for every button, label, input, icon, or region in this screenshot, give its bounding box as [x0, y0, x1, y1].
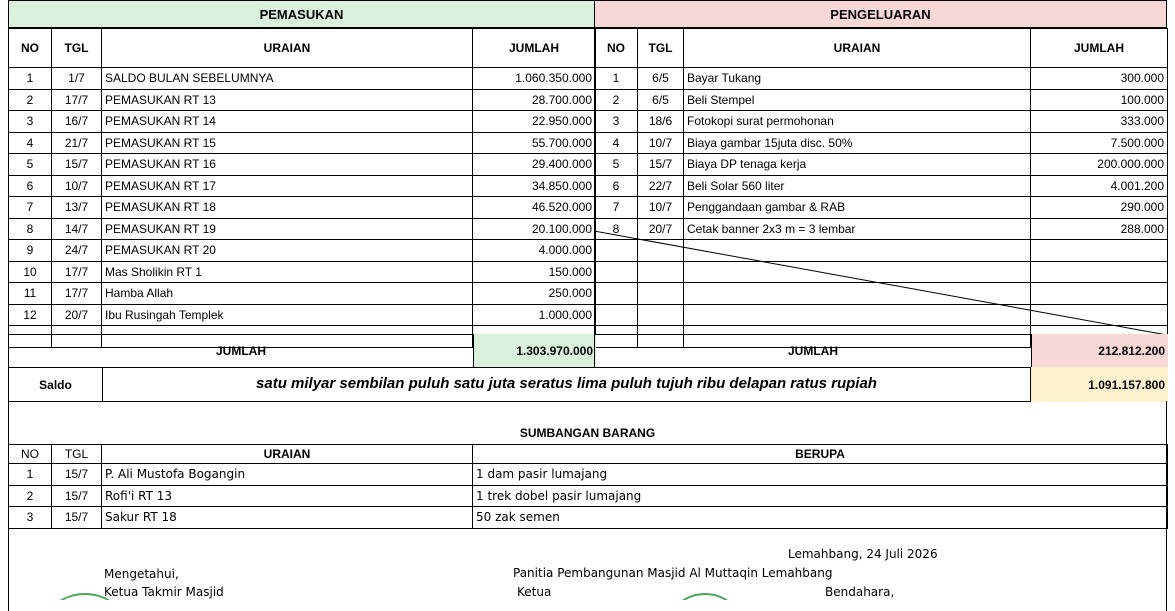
cell-no: 3: [9, 111, 52, 133]
cell-tgl: 10/7: [52, 175, 102, 197]
cell-tgl: 6/5: [638, 89, 684, 111]
cell-uraian: Biaya gambar 15juta disc. 50%: [684, 132, 1031, 154]
table-row: [9, 175, 596, 197]
takmir-stamp-icon: [40, 592, 130, 600]
cell-tgl: 15/7: [52, 507, 102, 529]
cell-berupa: 50 zak semen: [473, 507, 1168, 529]
cell-uraian: Bayar Tukang: [684, 68, 1031, 90]
table-row: [9, 507, 1168, 529]
cell-no: 12: [9, 304, 52, 326]
pemasukan-total-row: [8, 334, 595, 368]
cell-uraian: Biaya DP tenaga kerja: [684, 154, 1031, 176]
cell-tgl: 20/7: [638, 218, 684, 240]
cell-jumlah: 250.000: [473, 283, 596, 305]
table-row: [595, 111, 1168, 133]
table-row: [9, 218, 596, 240]
sumbangan-title: SUMBANGAN BARANG: [519, 426, 656, 440]
cell-tgl: 15/7: [52, 464, 102, 486]
bendahara-label: Bendahara,: [825, 585, 895, 599]
cell-uraian: PEMASUKAN RT 20: [102, 240, 473, 262]
cell-tgl: 22/7: [638, 175, 684, 197]
col-no: NO: [9, 445, 52, 464]
pengeluaran-title: PENGELUARAN: [594, 0, 1167, 28]
cell-no: 2: [9, 485, 52, 507]
col-uraian: URAIAN: [102, 445, 473, 464]
cell-tgl: 15/7: [638, 154, 684, 176]
cell-uraian: PEMASUKAN RT 17: [102, 175, 473, 197]
cell-uraian: Fotokopi surat permohonan: [684, 111, 1031, 133]
cell-jumlah: 4.000.000: [473, 240, 596, 262]
col-jumlah: JUMLAH: [1031, 29, 1168, 68]
cell-jumlah: 200.000.000: [1031, 154, 1168, 176]
panitia-label: Panitia Pembangunan Masjid Al Muttaqin Lemahbang: [513, 566, 833, 580]
cell-jumlah: 288.000: [1031, 218, 1168, 240]
cell-uraian: Beli Solar 560 liter: [684, 175, 1031, 197]
cell-jumlah: 29.400.000: [473, 154, 596, 176]
cell-tgl: 24/7: [52, 240, 102, 262]
table-row: [9, 197, 596, 219]
saldo-terbilang: satu milyar sembilan puluh satu juta seratus lima puluh tujuh ribu delapan ratus rupiah: [102, 367, 1031, 402]
pengeluaran-total-row: [594, 334, 1167, 368]
saldo-row: [8, 367, 1167, 402]
cell-no: 3: [595, 111, 638, 133]
pengeluaran-total-value: 212.812.200: [1031, 334, 1168, 368]
table-row: [9, 111, 596, 133]
table-row: [9, 132, 596, 154]
cell-jumlah: 7.500.000: [1031, 132, 1168, 154]
cell-tgl: 15/7: [52, 154, 102, 176]
cell-uraian: PEMASUKAN RT 13: [102, 89, 473, 111]
saldo-value: 1.091.157.800: [1031, 367, 1168, 402]
cell-tgl: 17/7: [52, 261, 102, 283]
pemasukan-total-label: JUMLAH: [216, 344, 266, 358]
cell-tgl: 13/7: [52, 197, 102, 219]
table-row: [595, 154, 1168, 176]
cell-uraian: Ibu Rusingah Templek: [102, 304, 473, 326]
pemasukan-total-value: 1.303.970.000: [473, 334, 596, 368]
ketua-takmir-label: Ketua Takmir Masjid: [104, 585, 224, 599]
cell-berupa: 1 dam pasir lumajang: [473, 464, 1168, 486]
cell-uraian: Rofi'i RT 13: [102, 485, 473, 507]
col-no: NO: [9, 29, 52, 68]
cell-no: 1: [9, 464, 52, 486]
cell-no: 4: [595, 132, 638, 154]
cell-uraian: P. Ali Mustofa Bogangin: [102, 464, 473, 486]
table-row: [9, 89, 596, 111]
col-uraian: URAIAN: [684, 29, 1031, 68]
pemasukan-title: PEMASUKAN: [8, 0, 595, 28]
sumbangan-table: [8, 444, 1168, 529]
table-row: [595, 175, 1168, 197]
cell-no: 4: [9, 132, 52, 154]
table-row: [595, 132, 1168, 154]
cell-uraian: PEMASUKAN RT 18: [102, 197, 473, 219]
cell-tgl: 17/7: [52, 89, 102, 111]
cell-no: 7: [9, 197, 52, 219]
col-jumlah: JUMLAH: [473, 29, 596, 68]
cell-no: 5: [595, 154, 638, 176]
cell-tgl: 17/7: [52, 283, 102, 305]
col-no: NO: [595, 29, 638, 68]
cell-tgl: 6/5: [638, 68, 684, 90]
cell-no: 8: [9, 218, 52, 240]
cell-tgl: 14/7: [52, 218, 102, 240]
cell-uraian: SALDO BULAN SEBELUMNYA: [102, 68, 473, 90]
cell-tgl: 1/7: [52, 68, 102, 90]
cell-jumlah: 46.520.000: [473, 197, 596, 219]
ketua-label: Ketua: [517, 585, 552, 599]
place-date: Lemahbang, 24 Juli 2026: [788, 547, 938, 561]
cell-no: 2: [9, 89, 52, 111]
table-row: [9, 485, 1168, 507]
cell-uraian: PEMASUKAN RT 16: [102, 154, 473, 176]
cell-jumlah: 150.000: [473, 261, 596, 283]
cell-jumlah: 55.700.000: [473, 132, 596, 154]
pengeluaran-total-label: JUMLAH: [788, 344, 838, 358]
cell-no: 10: [9, 261, 52, 283]
col-uraian: URAIAN: [102, 29, 473, 68]
cell-tgl: 21/7: [52, 132, 102, 154]
cell-tgl: 20/7: [52, 304, 102, 326]
cell-no: 6: [9, 175, 52, 197]
cell-jumlah: 34.850.000: [473, 175, 596, 197]
cell-no: 3: [9, 507, 52, 529]
col-tgl: TGL: [52, 445, 102, 464]
table-row: [9, 261, 596, 283]
cell-uraian: PEMASUKAN RT 14: [102, 111, 473, 133]
cell-uraian: PEMASUKAN RT 19: [102, 218, 473, 240]
cell-tgl: 15/7: [52, 485, 102, 507]
cell-uraian: Mas Sholikin RT 1: [102, 261, 473, 283]
col-tgl: TGL: [52, 29, 102, 68]
cell-jumlah: 300.000: [1031, 68, 1168, 90]
cell-berupa: 1 trek dobel pasir lumajang: [473, 485, 1168, 507]
cell-no: 1: [595, 68, 638, 90]
col-tgl: TGL: [638, 29, 684, 68]
cell-no: 7: [595, 197, 638, 219]
table-row: [9, 304, 596, 326]
cell-no: 8: [595, 218, 638, 240]
table-row: [9, 240, 596, 262]
cell-uraian: Sakur RT 18: [102, 507, 473, 529]
table-row: [595, 197, 1168, 219]
cell-no: 2: [595, 89, 638, 111]
panitia-stamp-icon: [665, 590, 745, 600]
cell-jumlah: 1.060.350.000: [473, 68, 596, 90]
cell-no: 9: [9, 240, 52, 262]
table-row: [595, 68, 1168, 90]
cell-jumlah: 290.000: [1031, 197, 1168, 219]
cell-no: 1: [9, 68, 52, 90]
cell-jumlah: 1.000.000: [473, 304, 596, 326]
cell-jumlah: 20.100.000: [473, 218, 596, 240]
cell-uraian: Cetak banner 2x3 m = 3 lembar: [684, 218, 1031, 240]
cell-jumlah: 100.000: [1031, 89, 1168, 111]
cell-uraian: PEMASUKAN RT 15: [102, 132, 473, 154]
cell-no: 5: [9, 154, 52, 176]
cell-uraian: Beli Stempel: [684, 89, 1031, 111]
table-row: [9, 283, 596, 305]
table-row: [595, 89, 1168, 111]
cell-jumlah: 22.950.000: [473, 111, 596, 133]
cell-tgl: 16/7: [52, 111, 102, 133]
mengetahui-label: Mengetahui,: [104, 567, 179, 581]
cell-tgl: 18/6: [638, 111, 684, 133]
cell-jumlah: 28.700.000: [473, 89, 596, 111]
cell-uraian: Penggandaan gambar & RAB: [684, 197, 1031, 219]
cell-tgl: 10/7: [638, 197, 684, 219]
table-row: [9, 464, 1168, 486]
cell-jumlah: 333.000: [1031, 111, 1168, 133]
pemasukan-table: [8, 28, 596, 348]
col-berupa: BERUPA: [473, 445, 1168, 464]
table-row: [9, 68, 596, 90]
saldo-label: Saldo: [39, 378, 72, 392]
table-row: [9, 154, 596, 176]
cell-tgl: 10/7: [638, 132, 684, 154]
cell-jumlah: 4.001.200: [1031, 175, 1168, 197]
cell-no: 6: [595, 175, 638, 197]
cell-uraian: Hamba Allah: [102, 283, 473, 305]
empty-rows-strike-line: [594, 231, 1167, 335]
cell-no: 11: [9, 283, 52, 305]
